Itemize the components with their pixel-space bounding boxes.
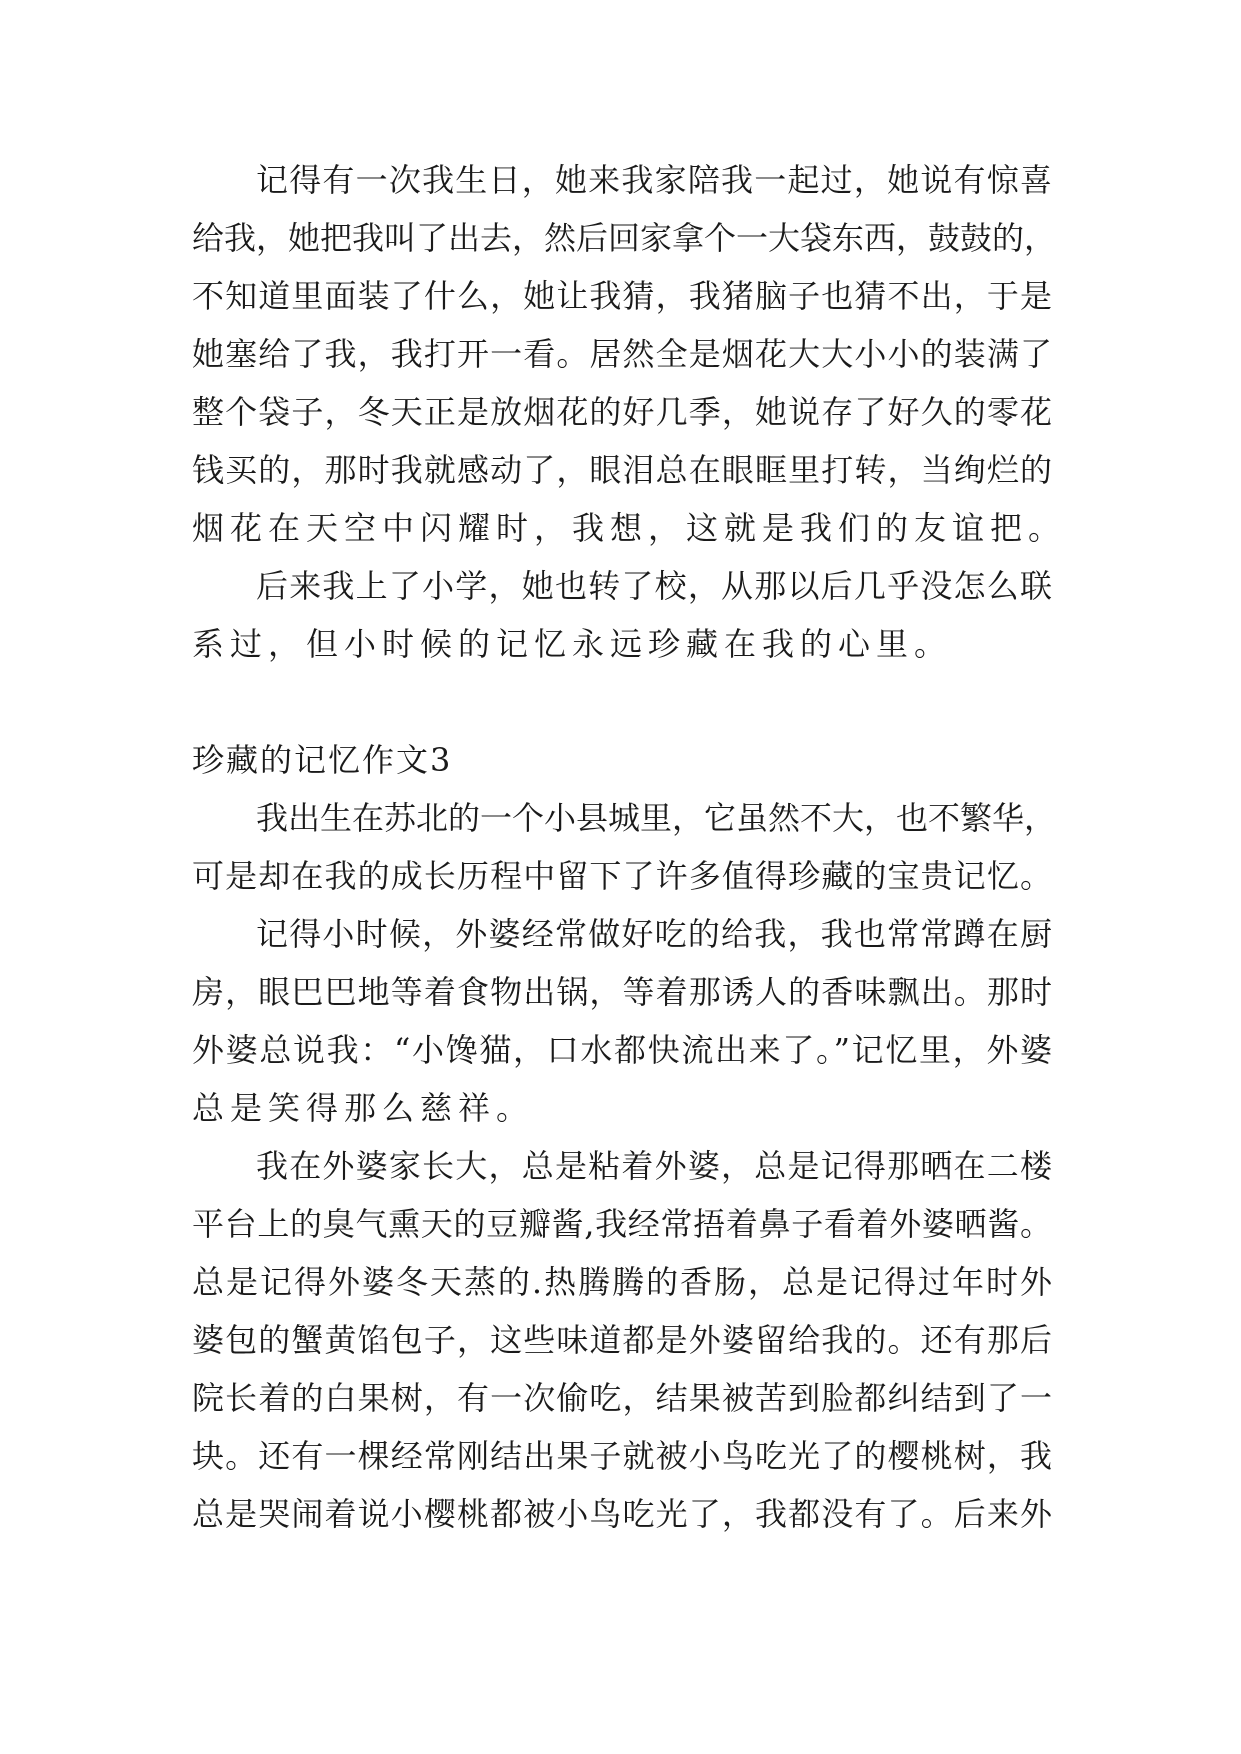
paragraph-line: 系过，但小时候的记忆永远珍藏在我的心里。: [192, 625, 953, 663]
paragraph-line: 总是哭闹着说小樱桃都被小鸟吃光了，我都没有了。后来外: [192, 1495, 1052, 1533]
paragraph-line: 烟花在天空中闪耀时，我想，这就是我们的友谊把。: [192, 509, 1067, 547]
paragraph-line: 可是却在我的成长历程中留下了许多值得珍藏的宝贵记忆。: [192, 857, 1052, 895]
paragraph-line: 外婆总说我：“小馋猫，口水都快流出来了。”记忆里，外婆: [192, 1031, 1052, 1069]
paragraph-line: 院长着的白果树，有一次偷吃，结果被苦到脸都纠结到了一: [192, 1379, 1052, 1417]
paragraph-line: 我出生在苏北的一个小县城里，它虽然不大，也不繁华，: [256, 799, 1057, 837]
paragraph-line: 我在外婆家长大，总是粘着外婆，总是记得那晒在二楼: [256, 1147, 1052, 1185]
paragraph-line: 不知道里面装了什么，她让我猜，我猪脑子也猜不出，于是: [192, 277, 1052, 315]
paragraph-line: 平台上的臭气熏天的豆瓣酱,我经常捂着鼻子看着外婆晒酱。: [192, 1205, 1052, 1243]
paragraph-line: 后来我上了小学，她也转了校，从那以后几乎没怎么联: [256, 567, 1052, 605]
paragraph-line: 她塞给了我，我打开一看。居然全是烟花大大小小的装满了: [192, 335, 1052, 373]
paragraph-line: 记得小时候，外婆经常做好吃的给我，我也常常蹲在厨: [256, 915, 1052, 953]
paragraph-line: 总是笑得那么慈祥。: [192, 1089, 535, 1127]
paragraph-line: 整个袋子，冬天正是放烟花的好几季，她说存了好久的零花: [192, 393, 1052, 431]
paragraph-line: 总是记得外婆冬天蒸的.热腾腾的香肠，总是记得过年时外: [192, 1263, 1052, 1301]
paragraph-line: 钱买的，那时我就感动了，眼泪总在眼眶里打转，当绚烂的: [192, 451, 1052, 489]
paragraph-line: 记得有一次我生日，她来我家陪我一起过，她说有惊喜: [256, 161, 1052, 199]
paragraph-line: 给我，她把我叫了出去，然后回家拿个一大袋东西，鼓鼓的，: [192, 219, 1057, 257]
paragraph-line: 块。还有一棵经常刚结出果子就被小鸟吃光了的樱桃树，我: [192, 1437, 1052, 1475]
section-heading: 珍藏的记忆作文3: [192, 741, 453, 779]
paragraph-line: 婆包的蟹黄馅包子，这些味道都是外婆留给我的。还有那后: [192, 1321, 1052, 1359]
paragraph-line: 房，眼巴巴地等着食物出锅，等着那诱人的香味飘出。那时: [192, 973, 1052, 1011]
